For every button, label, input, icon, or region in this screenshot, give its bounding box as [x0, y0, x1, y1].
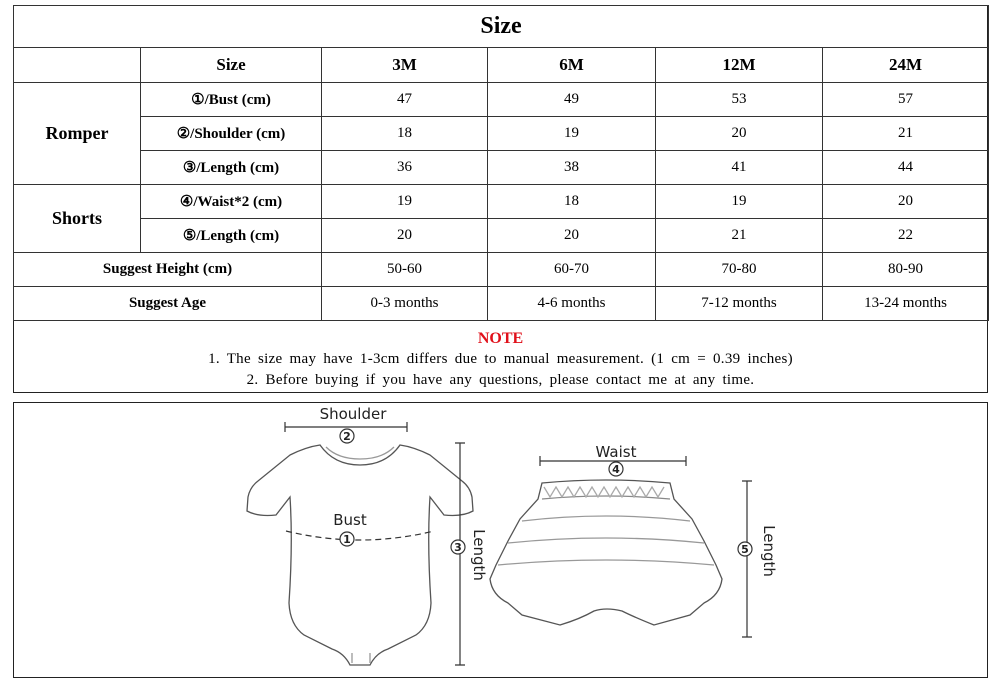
table-cell: 50-60 [322, 253, 488, 287]
header-size-24m: 24M [823, 48, 989, 83]
table-row [14, 253, 989, 287]
header-size-12m: 12M [656, 48, 823, 83]
marker-4-number: 4 [612, 463, 620, 476]
row-label: ⑤/Length (cm) [141, 219, 322, 253]
table-cell: 19 [322, 185, 488, 219]
table-row [14, 219, 989, 253]
size-chart [13, 5, 988, 393]
waist-label: Waist [595, 443, 637, 461]
marker-2-number: 2 [343, 430, 351, 443]
row-label: ②/Shoulder (cm) [141, 117, 322, 151]
table-cell: 41 [656, 151, 823, 185]
table-cell: 22 [823, 219, 989, 253]
table-title: Size [14, 6, 989, 48]
table-cell: 18 [488, 185, 656, 219]
table-cell: 13-24 months [823, 287, 989, 321]
table-cell: 57 [823, 83, 989, 117]
marker-1-number: 1 [343, 533, 351, 546]
table-cell: 38 [488, 151, 656, 185]
table-cell: 47 [322, 83, 488, 117]
table-cell: 7-12 months [656, 287, 823, 321]
table-row [14, 287, 989, 321]
table-cell: 49 [488, 83, 656, 117]
table-cell: 20 [823, 185, 989, 219]
marker-5-number: 5 [741, 543, 749, 556]
note-line: 1. The size may have 1-3cm differs due to manual measurement. (1 cm = 0.39 inches) [208, 351, 793, 367]
row-label: ④/Waist*2 (cm) [141, 185, 322, 219]
romper-illustration [247, 445, 473, 665]
table-cell: 20 [656, 117, 823, 151]
group-label-romper: Romper [14, 83, 141, 185]
row-label: ①/Bust (cm) [141, 83, 322, 117]
table-row [14, 151, 989, 185]
table-cell: 36 [322, 151, 488, 185]
table-row [14, 83, 989, 117]
table-cell: 21 [656, 219, 823, 253]
table-cell: 60-70 [488, 253, 656, 287]
row-label: ③/Length (cm) [141, 151, 322, 185]
header-size-6m: 6M [488, 48, 656, 83]
note-title: NOTE [477, 330, 524, 347]
suggest-height-label: Suggest Height (cm) [14, 253, 322, 287]
table-cell: 0-3 months [322, 287, 488, 321]
table-cell: 19 [656, 185, 823, 219]
shorts-length-label: Length [760, 525, 778, 577]
shoulder-label: Shoulder [319, 405, 387, 423]
table-row [14, 117, 989, 151]
table-cell: 19 [488, 117, 656, 151]
suggest-age-label: Suggest Age [14, 287, 322, 321]
note-line: 2. Before buying if you have any questions, please contact me at any time. [246, 372, 755, 388]
header-blank-cell [14, 48, 141, 83]
table-cell: 20 [488, 219, 656, 253]
table-cell: 53 [656, 83, 823, 117]
table-cell: 4-6 months [488, 287, 656, 321]
size-table [13, 5, 989, 321]
bust-label: Bust [333, 511, 367, 529]
header-size-3m: 3M [322, 48, 488, 83]
table-cell: 18 [322, 117, 488, 151]
shorts-illustration [490, 480, 722, 625]
romper-length-label: Length [470, 529, 488, 581]
table-row [14, 185, 989, 219]
group-label-shorts: Shorts [14, 185, 141, 253]
marker-3-number: 3 [454, 541, 462, 554]
note-section [14, 325, 987, 392]
table-cell: 21 [823, 117, 989, 151]
table-cell: 20 [322, 219, 488, 253]
table-cell: 44 [823, 151, 989, 185]
measurement-diagram-svg [14, 403, 987, 677]
table-cell: 80-90 [823, 253, 989, 287]
table-cell: 70-80 [656, 253, 823, 287]
header-size-label: Size [141, 48, 322, 83]
measurement-diagram [13, 402, 988, 678]
